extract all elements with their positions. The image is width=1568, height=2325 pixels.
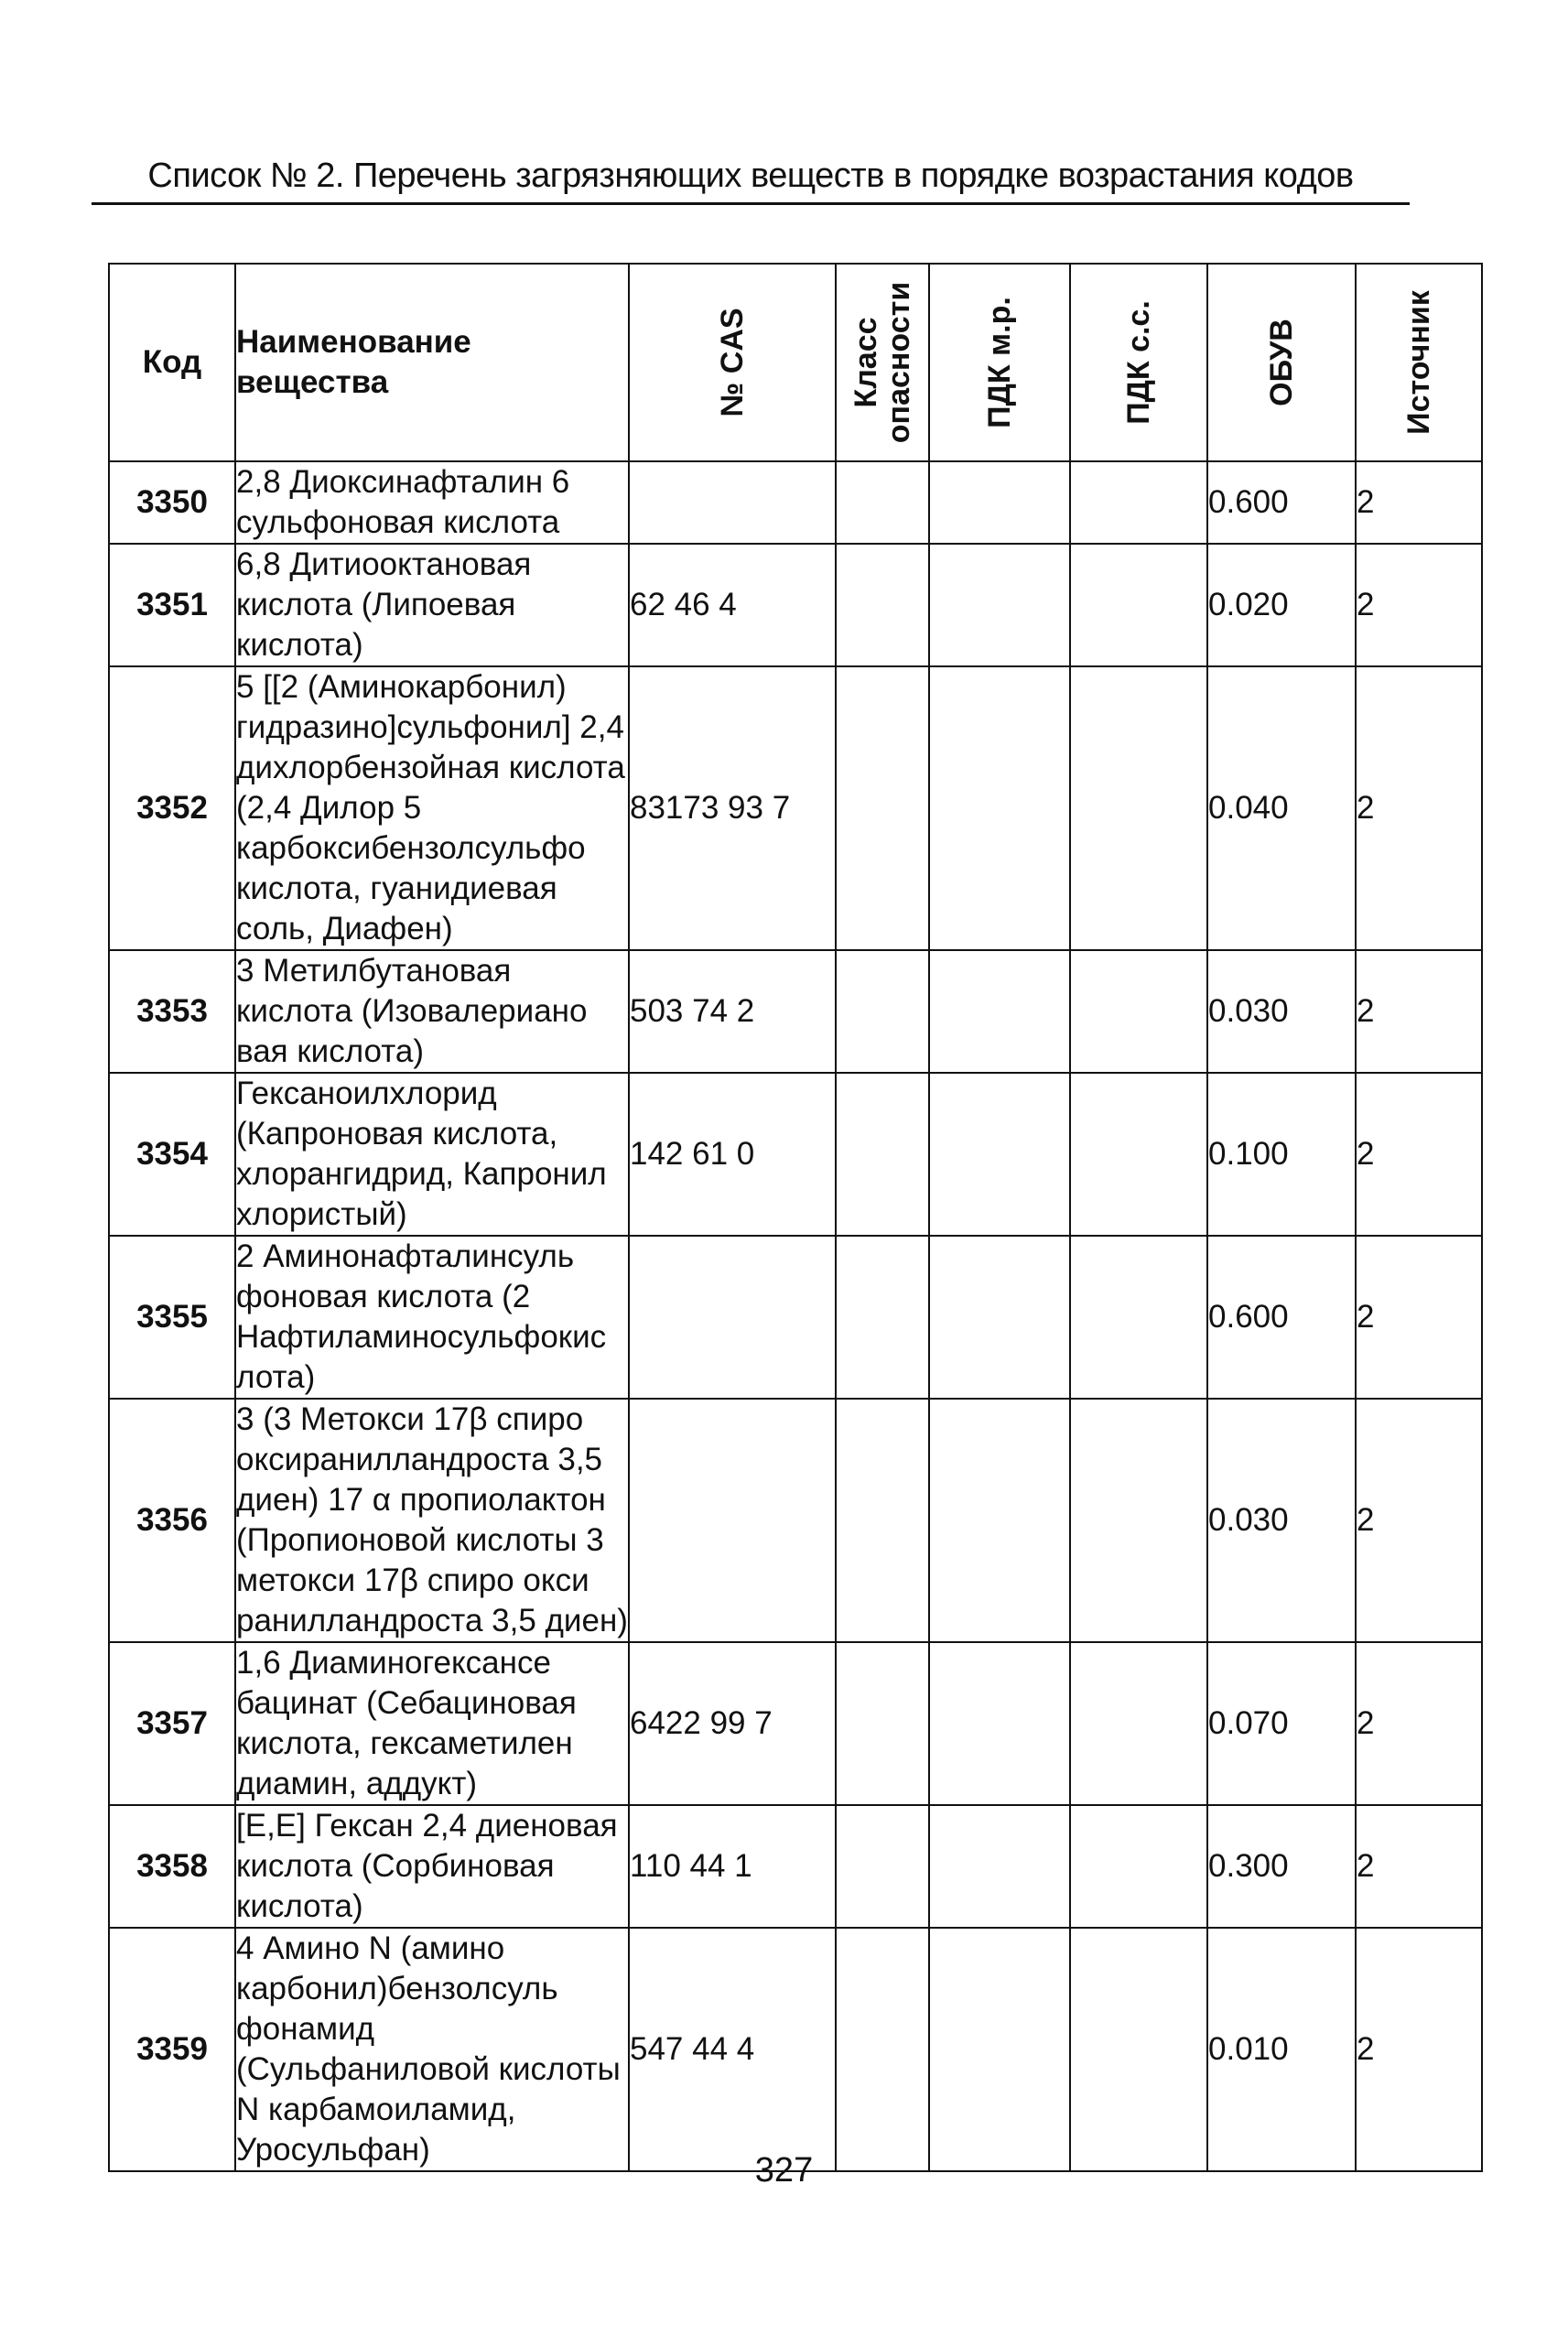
cell-cas: 62 46 4 xyxy=(629,544,836,666)
cell-obuv: 0.010 xyxy=(1207,1928,1356,2171)
column-header-code: Код xyxy=(109,264,235,461)
cell-hazard-class xyxy=(836,1928,929,2171)
cell-source: 2 xyxy=(1356,461,1482,544)
table-row xyxy=(109,950,1482,1073)
cell-name: 6,8 Дитиооктановая кислота (Липоевая кислота) xyxy=(235,544,629,666)
cell-hazard-class xyxy=(836,1805,929,1928)
cell-source: 2 xyxy=(1356,1928,1482,2171)
cell-obuv: 0.600 xyxy=(1207,461,1356,544)
cell-obuv: 0.600 xyxy=(1207,1236,1356,1399)
cell-obuv: 0.030 xyxy=(1207,950,1356,1073)
cell-pdk-ss xyxy=(1070,1642,1207,1805)
cell-pdk-mr xyxy=(929,1642,1070,1805)
column-header-source: Источник xyxy=(1356,264,1482,461)
cell-name: 1,6 Диаминогексансе бацинат (Себациновая кислота, гексаметилен диамин, аддукт) xyxy=(235,1642,629,1805)
cell-code: 3354 xyxy=(109,1073,235,1236)
cell-name: 5 [[2 (Аминокарбонил) гидразино]сульфонил] 2,4 дихлорбензойная кислота (2,4 Дилор 5 карбоксибензолсульфо кислота, гуанидиевая соль, Диафен) xyxy=(235,666,629,950)
cell-pdk-mr xyxy=(929,666,1070,950)
cell-name: 2,8 Диоксинафталин 6 сульфоновая кислота xyxy=(235,461,629,544)
cell-pdk-ss xyxy=(1070,1236,1207,1399)
cell-cas xyxy=(629,1399,836,1642)
cell-pdk-ss xyxy=(1070,1805,1207,1928)
cell-pdk-mr xyxy=(929,461,1070,544)
cell-hazard-class xyxy=(836,1642,929,1805)
cell-name: Гексаноилхлорид (Капроновая кислота, хлорангидрид, Капронил хлористый) xyxy=(235,1073,629,1236)
cell-hazard-class xyxy=(836,544,929,666)
cell-hazard-class xyxy=(836,666,929,950)
column-header-obuv: ОБУВ xyxy=(1207,264,1356,461)
column-header-pdk-mr: ПДК м.р. xyxy=(929,264,1070,461)
cell-name: 4 Амино N (амино карбонил)бензолсуль фонамид (Сульфаниловой кислоты N карбамоиламид, Уросульфан) xyxy=(235,1928,629,2171)
cell-cas xyxy=(629,1236,836,1399)
page-header xyxy=(92,154,1410,205)
cell-pdk-ss xyxy=(1070,1399,1207,1642)
cell-cas: 503 74 2 xyxy=(629,950,836,1073)
cell-source: 2 xyxy=(1356,950,1482,1073)
cell-cas: 142 61 0 xyxy=(629,1073,836,1236)
table-row xyxy=(109,1399,1482,1642)
cell-cas: 547 44 4 xyxy=(629,1928,836,2171)
cell-cas xyxy=(629,461,836,544)
cell-pdk-ss xyxy=(1070,666,1207,950)
table-row xyxy=(109,666,1482,950)
cell-obuv: 0.020 xyxy=(1207,544,1356,666)
cell-source: 2 xyxy=(1356,544,1482,666)
cell-code: 3350 xyxy=(109,461,235,544)
cell-code: 3359 xyxy=(109,1928,235,2171)
table-row xyxy=(109,1073,1482,1236)
table-row xyxy=(109,1642,1482,1805)
table-row xyxy=(109,544,1482,666)
cell-pdk-mr xyxy=(929,544,1070,666)
cell-code: 3357 xyxy=(109,1642,235,1805)
cell-pdk-ss xyxy=(1070,461,1207,544)
cell-hazard-class xyxy=(836,1073,929,1236)
cell-name: 3 Метилбутановая кислота (Изовалериано вая кислота) xyxy=(235,950,629,1073)
table-row xyxy=(109,461,1482,544)
cell-pdk-mr xyxy=(929,1399,1070,1642)
cell-source: 2 xyxy=(1356,1236,1482,1399)
column-header-hazard-class: Класс опасности xyxy=(836,264,929,461)
table-row xyxy=(109,1928,1482,2171)
column-header-name: Наименование вещества xyxy=(235,264,629,461)
cell-code: 3358 xyxy=(109,1805,235,1928)
cell-pdk-ss xyxy=(1070,1928,1207,2171)
cell-code: 3356 xyxy=(109,1399,235,1642)
cell-source: 2 xyxy=(1356,1805,1482,1928)
cell-source: 2 xyxy=(1356,1642,1482,1805)
cell-hazard-class xyxy=(836,461,929,544)
table-header-row xyxy=(109,264,1482,461)
cell-hazard-class xyxy=(836,950,929,1073)
cell-pdk-ss xyxy=(1070,950,1207,1073)
cell-pdk-mr xyxy=(929,950,1070,1073)
cell-code: 3353 xyxy=(109,950,235,1073)
cell-name: 2 Аминонафталинсуль фоновая кислота (2 Нафтиламиносульфокис лота) xyxy=(235,1236,629,1399)
table-row xyxy=(109,1805,1482,1928)
cell-cas: 110 44 1 xyxy=(629,1805,836,1928)
table-row xyxy=(109,1236,1482,1399)
cell-hazard-class xyxy=(836,1236,929,1399)
cell-pdk-mr xyxy=(929,1805,1070,1928)
cell-obuv: 0.040 xyxy=(1207,666,1356,950)
cell-cas: 83173 93 7 xyxy=(629,666,836,950)
cell-name: [E,E] Гексан 2,4 диеновая кислота (Сорбиновая кислота) xyxy=(235,1805,629,1928)
cell-code: 3352 xyxy=(109,666,235,950)
cell-code: 3355 xyxy=(109,1236,235,1399)
cell-source: 2 xyxy=(1356,1399,1482,1642)
cell-obuv: 0.300 xyxy=(1207,1805,1356,1928)
page-number: 327 xyxy=(754,2151,814,2190)
column-header-cas: № CAS xyxy=(629,264,836,461)
cell-pdk-mr xyxy=(929,1073,1070,1236)
cell-hazard-class xyxy=(836,1399,929,1642)
cell-source: 2 xyxy=(1356,666,1482,950)
page-title: Список № 2. Перечень загрязняющих веществ в порядке возрастания кодов xyxy=(147,157,1354,195)
cell-cas: 6422 99 7 xyxy=(629,1642,836,1805)
substances-table xyxy=(108,263,1483,2172)
cell-code: 3351 xyxy=(109,544,235,666)
cell-source: 2 xyxy=(1356,1073,1482,1236)
cell-pdk-mr xyxy=(929,1236,1070,1399)
cell-obuv: 0.070 xyxy=(1207,1642,1356,1805)
column-header-pdk-ss: ПДК с.с. xyxy=(1070,264,1207,461)
cell-obuv: 0.100 xyxy=(1207,1073,1356,1236)
cell-obuv: 0.030 xyxy=(1207,1399,1356,1642)
cell-pdk-ss xyxy=(1070,1073,1207,1236)
cell-pdk-mr xyxy=(929,1928,1070,2171)
cell-pdk-ss xyxy=(1070,544,1207,666)
cell-name: 3 (3 Метокси 17β спиро оксиранилландроста 3,5 диен) 17 α пропиолактон (Пропионовой кислоты 3 метокси 17β спиро окси ранилландроста 3,5 диен) xyxy=(235,1399,629,1642)
